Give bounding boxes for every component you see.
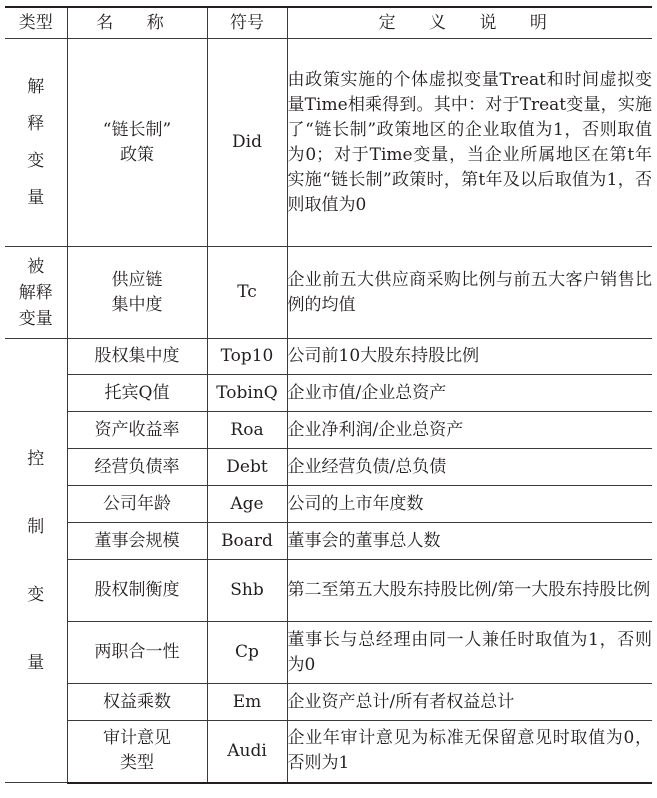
row-definition: 企业资产总计/所有者权益总计 xyxy=(287,684,652,721)
row-symbol: Audi xyxy=(207,721,287,783)
variable-definition-table xyxy=(5,6,652,784)
table-row xyxy=(5,721,652,783)
row-name: 供应链 集中度 xyxy=(67,247,207,339)
row-name: 托宾Q值 xyxy=(67,375,207,412)
row-symbol: Roa xyxy=(207,412,287,449)
row-definition: 企业前五大供应商采购比例与前五大客户销售比例的均值 xyxy=(287,247,652,339)
row-symbol: Top10 xyxy=(207,339,287,375)
table-row xyxy=(5,339,652,375)
row-name: 股权集中度 xyxy=(67,339,207,375)
table-row xyxy=(5,523,652,560)
row-name: 审计意见 类型 xyxy=(67,721,207,783)
table-row xyxy=(5,684,652,721)
row-name: 资产收益率 xyxy=(67,412,207,449)
row-symbol: Board xyxy=(207,523,287,560)
table-row xyxy=(5,375,652,412)
row-symbol: TobinQ xyxy=(207,375,287,412)
row-definition: 第二至第五大股东持股比例/第一大股东持股比例 xyxy=(287,560,652,622)
row-definition: 企业年审计意见为标准无保留意见时取值为0，否则为1 xyxy=(287,721,652,783)
row-name: “链长制” 政策 xyxy=(67,39,207,247)
row-definition: 董事会的董事总人数 xyxy=(287,523,652,560)
row-symbol: Em xyxy=(207,684,287,721)
row-symbol: Age xyxy=(207,486,287,523)
table-row xyxy=(5,39,652,247)
row-definition: 公司的上市年度数 xyxy=(287,486,652,523)
row-symbol: Did xyxy=(207,39,287,247)
row-name: 董事会规模 xyxy=(67,523,207,560)
row-symbol: Shb xyxy=(207,560,287,622)
table-header-row xyxy=(5,7,652,39)
table-row xyxy=(5,622,652,684)
row-name: 权益乘数 xyxy=(67,684,207,721)
row-symbol: Debt xyxy=(207,449,287,486)
row-definition: 企业市值/企业总资产 xyxy=(287,375,652,412)
row-symbol: Tc xyxy=(207,247,287,339)
row-name: 股权制衡度 xyxy=(67,560,207,622)
table-row xyxy=(5,486,652,523)
table-row xyxy=(5,412,652,449)
row-definition: 公司前10大股东持股比例 xyxy=(287,339,652,375)
table-row xyxy=(5,560,652,622)
header-type: 类型 xyxy=(5,7,67,39)
row-symbol: Cp xyxy=(207,622,287,684)
row-name: 两职合一性 xyxy=(67,622,207,684)
group-explained: 被 解释 变量 xyxy=(5,247,67,339)
variable-definition-table-page xyxy=(5,6,652,784)
group-explanatory: 解 释 变 量 xyxy=(5,39,67,247)
row-definition: 由政策实施的个体虚拟变量Treat和时间虚拟变量Time相乘得到。其中：对于Treat变量，实施了“链长制”政策地区的企业取值为1，否则取值为0；对于Time变量，当企业所属地区在第t年实施“链长制”政策时，第t年及以后取值为1，否则取值为0 xyxy=(287,39,652,247)
row-definition: 董事长与总经理由同一人兼任时取值为1，否则为0 xyxy=(287,622,652,684)
row-name: 经营负债率 xyxy=(67,449,207,486)
header-symbol: 符号 xyxy=(207,7,287,39)
table-row xyxy=(5,247,652,339)
header-name: 名 称 xyxy=(67,7,207,39)
table-row xyxy=(5,449,652,486)
row-definition: 企业净利润/企业总资产 xyxy=(287,412,652,449)
header-definition: 定 义 说 明 xyxy=(287,7,652,39)
group-control: 控 制 变 量 xyxy=(5,339,67,783)
row-name: 公司年龄 xyxy=(67,486,207,523)
row-definition: 企业经营负债/总负债 xyxy=(287,449,652,486)
